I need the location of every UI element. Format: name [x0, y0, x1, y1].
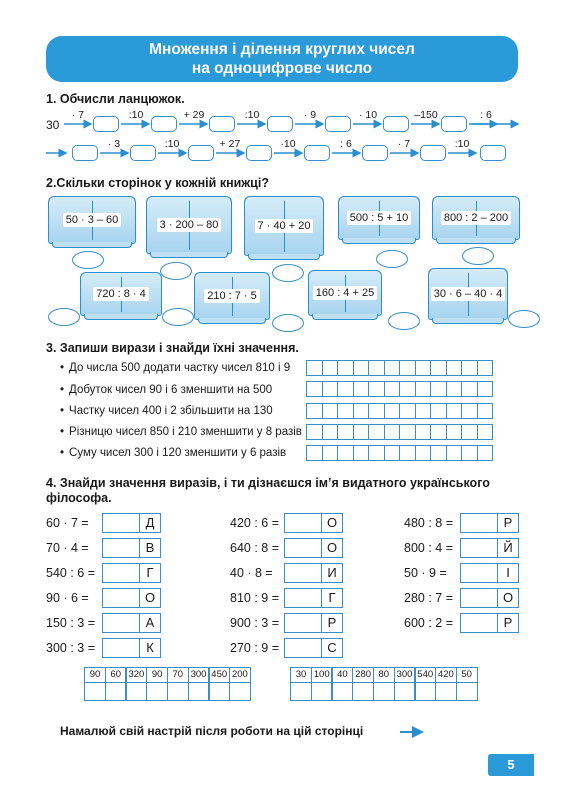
expression: 600 : 2 = [404, 616, 453, 630]
grid-cell[interactable] [461, 424, 478, 440]
grid-cell[interactable] [368, 424, 385, 440]
task4-heading-line-2: філософа. [46, 491, 112, 505]
grid-cell[interactable] [446, 381, 463, 397]
book-expression: 30 · 6 – 40 · 4 [431, 287, 506, 301]
book-expression: 800 : 2 – 200 [441, 211, 511, 225]
expression: 90 · 6 = [46, 591, 89, 605]
answer-box[interactable] [284, 638, 322, 658]
expression: 40 · 8 = [230, 566, 273, 580]
task3-item: • Суму чисел 300 і 120 зменшити у 6 разів [60, 447, 286, 459]
grid-cell[interactable] [353, 381, 370, 397]
grid-cell[interactable] [384, 445, 401, 461]
page-number: 5 [488, 754, 534, 776]
grid-cell[interactable] [306, 403, 323, 419]
expression: 280 : 7 = [404, 591, 453, 605]
book-illustration [80, 272, 162, 316]
chain-op: :10 [164, 138, 180, 150]
writing-grid[interactable] [306, 360, 492, 376]
answer-ellipse[interactable] [272, 314, 304, 332]
letter-box: Г [321, 588, 343, 608]
book-expression: 500 : 5 + 10 [347, 211, 411, 225]
answer-box[interactable] [102, 538, 140, 558]
table-cell[interactable] [311, 667, 333, 701]
table-number: 540 [415, 668, 435, 683]
grid-cell[interactable] [322, 445, 339, 461]
task4-heading [46, 476, 490, 506]
book-expression: 50 · 3 – 60 [63, 213, 122, 227]
grid-cell[interactable] [306, 424, 323, 440]
answer-box[interactable] [102, 588, 140, 608]
chain-op: · 7 [397, 138, 411, 150]
expression: 420 : 6 = [230, 516, 279, 530]
answer-box[interactable] [102, 513, 140, 533]
grid-cell[interactable] [337, 445, 354, 461]
book-illustration [428, 268, 508, 320]
answer-box[interactable] [284, 513, 322, 533]
answer-box[interactable] [460, 538, 498, 558]
answer-ellipse[interactable] [376, 250, 408, 268]
answer-table-1 [84, 667, 250, 701]
chain-answer-box[interactable] [480, 145, 506, 161]
chain-op: · 3 [107, 138, 121, 150]
chain-answer-box[interactable] [383, 116, 409, 132]
grid-cell[interactable] [337, 424, 354, 440]
grid-cell[interactable] [399, 381, 416, 397]
answer-box[interactable] [460, 563, 498, 583]
expression: 70 · 4 = [46, 541, 89, 555]
answer-box[interactable] [460, 513, 498, 533]
grid-cell[interactable] [477, 445, 494, 461]
task3-item: • Частку чисел 400 і 2 збільшити на 130 [60, 405, 273, 417]
table-cell[interactable] [188, 667, 210, 701]
chain-op: · 9 [303, 109, 317, 121]
grid-cell[interactable] [306, 445, 323, 461]
writing-grid[interactable] [306, 403, 492, 419]
letter-box: О [497, 588, 519, 608]
letter-box: І [497, 563, 519, 583]
book-illustration [338, 196, 420, 240]
grid-cell[interactable] [368, 381, 385, 397]
grid-cell[interactable] [399, 403, 416, 419]
letter-box: Д [139, 513, 161, 533]
grid-cell[interactable] [430, 445, 447, 461]
book-illustration [244, 196, 324, 256]
answer-box[interactable] [284, 538, 322, 558]
book-expression: 7 · 40 + 20 [255, 219, 314, 233]
chain-op: ·10 [280, 138, 296, 150]
book-illustration [308, 270, 382, 316]
expression: 900 : 3 = [230, 616, 279, 630]
grid-cell[interactable] [399, 360, 416, 376]
chain-op: + 29 [183, 109, 205, 121]
table-number: 420 [436, 668, 456, 683]
answer-ellipse[interactable] [388, 312, 420, 330]
answer-box[interactable] [284, 613, 322, 633]
table-cell[interactable] [435, 667, 457, 701]
chain-answer-box[interactable] [304, 145, 330, 161]
answer-ellipse[interactable] [162, 308, 194, 326]
chain-op: :10 [454, 138, 470, 150]
chain-answer-box[interactable] [188, 145, 214, 161]
grid-cell[interactable] [384, 381, 401, 397]
letter-box: В [139, 538, 161, 558]
grid-cell[interactable] [477, 360, 494, 376]
grid-cell[interactable] [337, 381, 354, 397]
expression: 540 : 6 = [46, 566, 95, 580]
grid-cell[interactable] [461, 445, 478, 461]
letter-box: Р [497, 613, 519, 633]
grid-cell[interactable] [430, 360, 447, 376]
table-number: 320 [126, 668, 146, 683]
chain-op: :10 [244, 109, 260, 121]
grid-cell[interactable] [461, 403, 478, 419]
table-cell[interactable] [105, 667, 127, 701]
chain-answer-box[interactable] [362, 145, 388, 161]
grid-cell[interactable] [477, 424, 494, 440]
writing-grid[interactable] [306, 424, 492, 440]
letter-box: О [139, 588, 161, 608]
chain-answer-box[interactable] [441, 116, 467, 132]
book-illustration [146, 196, 232, 254]
book-expression: 210 : 7 · 5 [204, 289, 260, 303]
letter-box: О [321, 538, 343, 558]
task3-item: • Добуток чисел 90 і 6 зменшити на 500 [60, 384, 272, 396]
letter-box: Г [139, 563, 161, 583]
grid-cell[interactable] [368, 445, 385, 461]
expression: 50 · 9 = [404, 566, 447, 580]
chain-answer-box[interactable] [93, 116, 119, 132]
grid-cell[interactable] [353, 445, 370, 461]
chain-answer-box[interactable] [246, 145, 272, 161]
grid-cell[interactable] [430, 424, 447, 440]
expression: 810 : 9 = [230, 591, 279, 605]
title-line-1: Множення і ділення круглих чисел [149, 41, 415, 58]
letter-box: А [139, 613, 161, 633]
chain-op: –150 [414, 109, 438, 121]
table-number: 90 [147, 668, 167, 683]
table-number: 450 [209, 668, 229, 683]
grid-cell[interactable] [446, 360, 463, 376]
task3-heading: 3. Запиши вирази і знайди їхні значення. [46, 341, 299, 355]
chain-op: · 10 [358, 109, 378, 121]
answer-table-2 [290, 667, 476, 701]
grid-cell[interactable] [461, 381, 478, 397]
book-expression: 160 : 4 + 25 [313, 286, 377, 300]
table-cell[interactable] [414, 667, 436, 701]
chain-op: + 27 [219, 138, 241, 150]
table-cell[interactable] [373, 667, 395, 701]
table-number: 100 [312, 668, 332, 683]
grid-cell[interactable] [477, 381, 494, 397]
table-number: 90 [85, 668, 105, 683]
letter-box: Р [321, 613, 343, 633]
chain-answer-box[interactable] [209, 116, 235, 132]
letter-box: С [321, 638, 343, 658]
table-number: 70 [168, 668, 188, 683]
letter-box: О [321, 513, 343, 533]
table-number: 40 [332, 668, 352, 683]
grid-cell[interactable] [384, 403, 401, 419]
answer-box[interactable] [102, 638, 140, 658]
writing-grid[interactable] [306, 445, 492, 461]
grid-cell[interactable] [430, 403, 447, 419]
letter-box: Р [497, 513, 519, 533]
title-banner [46, 36, 518, 82]
grid-cell[interactable] [353, 424, 370, 440]
chain-op: : 6 [340, 138, 352, 150]
table-number: 300 [189, 668, 209, 683]
grid-cell[interactable] [353, 403, 370, 419]
grid-cell[interactable] [399, 445, 416, 461]
table-cell[interactable] [394, 667, 416, 701]
chain-op: · 7 [71, 109, 85, 121]
table-cell[interactable] [290, 667, 312, 701]
table-cell[interactable] [84, 667, 106, 701]
task4-heading-line-1: 4. Знайди значення виразів, і ти дізнаєшся ім’я видатного українського [46, 476, 490, 490]
table-cell[interactable] [167, 667, 189, 701]
book-expression: 3 · 200 – 80 [157, 218, 222, 232]
chain-answer-box[interactable] [325, 116, 351, 132]
table-cell[interactable] [229, 667, 251, 701]
grid-cell[interactable] [337, 360, 354, 376]
answer-box[interactable] [460, 613, 498, 633]
grid-cell[interactable] [306, 360, 323, 376]
answer-ellipse[interactable] [462, 247, 494, 265]
table-cell[interactable] [125, 667, 147, 701]
title-line-2: на одноцифрове число [191, 60, 373, 77]
grid-cell[interactable] [399, 424, 416, 440]
chain-answer-box[interactable] [267, 116, 293, 132]
grid-cell[interactable] [353, 360, 370, 376]
chain-op: :10 [128, 109, 144, 121]
table-number: 80 [374, 668, 394, 683]
grid-cell[interactable] [384, 424, 401, 440]
answer-box[interactable] [460, 588, 498, 608]
answer-ellipse[interactable] [508, 310, 540, 328]
grid-cell[interactable] [306, 381, 323, 397]
grid-cell[interactable] [368, 403, 385, 419]
letter-box: И [321, 563, 343, 583]
grid-cell[interactable] [446, 445, 463, 461]
book-illustration [432, 196, 520, 240]
answer-ellipse[interactable] [72, 251, 104, 269]
table-cell[interactable] [146, 667, 168, 701]
grid-cell[interactable] [322, 381, 339, 397]
task2-heading: 2.Скільки сторінок у кожній книжці? [46, 176, 269, 190]
expression: 270 : 9 = [230, 641, 279, 655]
chain-start-number: 30 [46, 118, 60, 132]
table-cell[interactable] [352, 667, 374, 701]
table-number: 30 [291, 668, 311, 683]
grid-cell[interactable] [430, 381, 447, 397]
answer-ellipse[interactable] [48, 308, 80, 326]
grid-cell[interactable] [322, 403, 339, 419]
table-cell[interactable] [331, 667, 353, 701]
chain-answer-box[interactable] [130, 145, 156, 161]
answer-box[interactable] [284, 563, 322, 583]
grid-cell[interactable] [322, 360, 339, 376]
grid-cell[interactable] [368, 360, 385, 376]
chain-answer-box[interactable] [151, 116, 177, 132]
answer-ellipse[interactable] [160, 262, 192, 280]
book-expression: 720 : 8 · 4 [93, 287, 149, 301]
grid-cell[interactable] [415, 403, 432, 419]
answer-box[interactable] [102, 613, 140, 633]
grid-cell[interactable] [446, 424, 463, 440]
table-number: 280 [353, 668, 373, 683]
grid-cell[interactable] [477, 403, 494, 419]
table-number: 50 [457, 668, 477, 683]
answer-box[interactable] [102, 563, 140, 583]
task3-item: • Різницю чисел 850 і 210 зменшити у 8 разів [60, 426, 302, 438]
table-number: 300 [395, 668, 415, 683]
grid-cell[interactable] [415, 445, 432, 461]
chain-answer-box[interactable] [420, 145, 446, 161]
grid-cell[interactable] [446, 403, 463, 419]
expression: 480 : 8 = [404, 516, 453, 530]
book-illustration [194, 272, 270, 320]
letter-box: К [139, 638, 161, 658]
grid-cell[interactable] [415, 360, 432, 376]
answer-ellipse[interactable] [272, 264, 304, 282]
table-number: 200 [230, 668, 250, 683]
expression: 300 : 3 = [46, 641, 95, 655]
grid-cell[interactable] [415, 381, 432, 397]
expression: 150 : 3 = [46, 616, 95, 630]
expression: 800 : 4 = [404, 541, 453, 555]
grid-cell[interactable] [384, 360, 401, 376]
expression: 640 : 8 = [230, 541, 279, 555]
chain-answer-box[interactable] [72, 145, 98, 161]
grid-cell[interactable] [461, 360, 478, 376]
table-number: 60 [106, 668, 126, 683]
answer-box[interactable] [284, 588, 322, 608]
table-cell[interactable] [456, 667, 478, 701]
grid-cell[interactable] [322, 424, 339, 440]
chain-op: : 6 [480, 109, 492, 121]
grid-cell[interactable] [415, 424, 432, 440]
letter-box: Й [497, 538, 519, 558]
grid-cell[interactable] [337, 403, 354, 419]
task1-heading: 1. Обчисли ланцюжок. [46, 92, 185, 106]
writing-grid[interactable] [306, 381, 492, 397]
table-cell[interactable] [208, 667, 230, 701]
mood-instruction: Намалюй свій настрій після роботи на цій сторінці [60, 724, 364, 738]
book-illustration [48, 196, 136, 244]
task3-item: • До числа 500 додати частку чисел 810 і 9 [60, 362, 290, 374]
expression: 60 · 7 = [46, 516, 89, 530]
